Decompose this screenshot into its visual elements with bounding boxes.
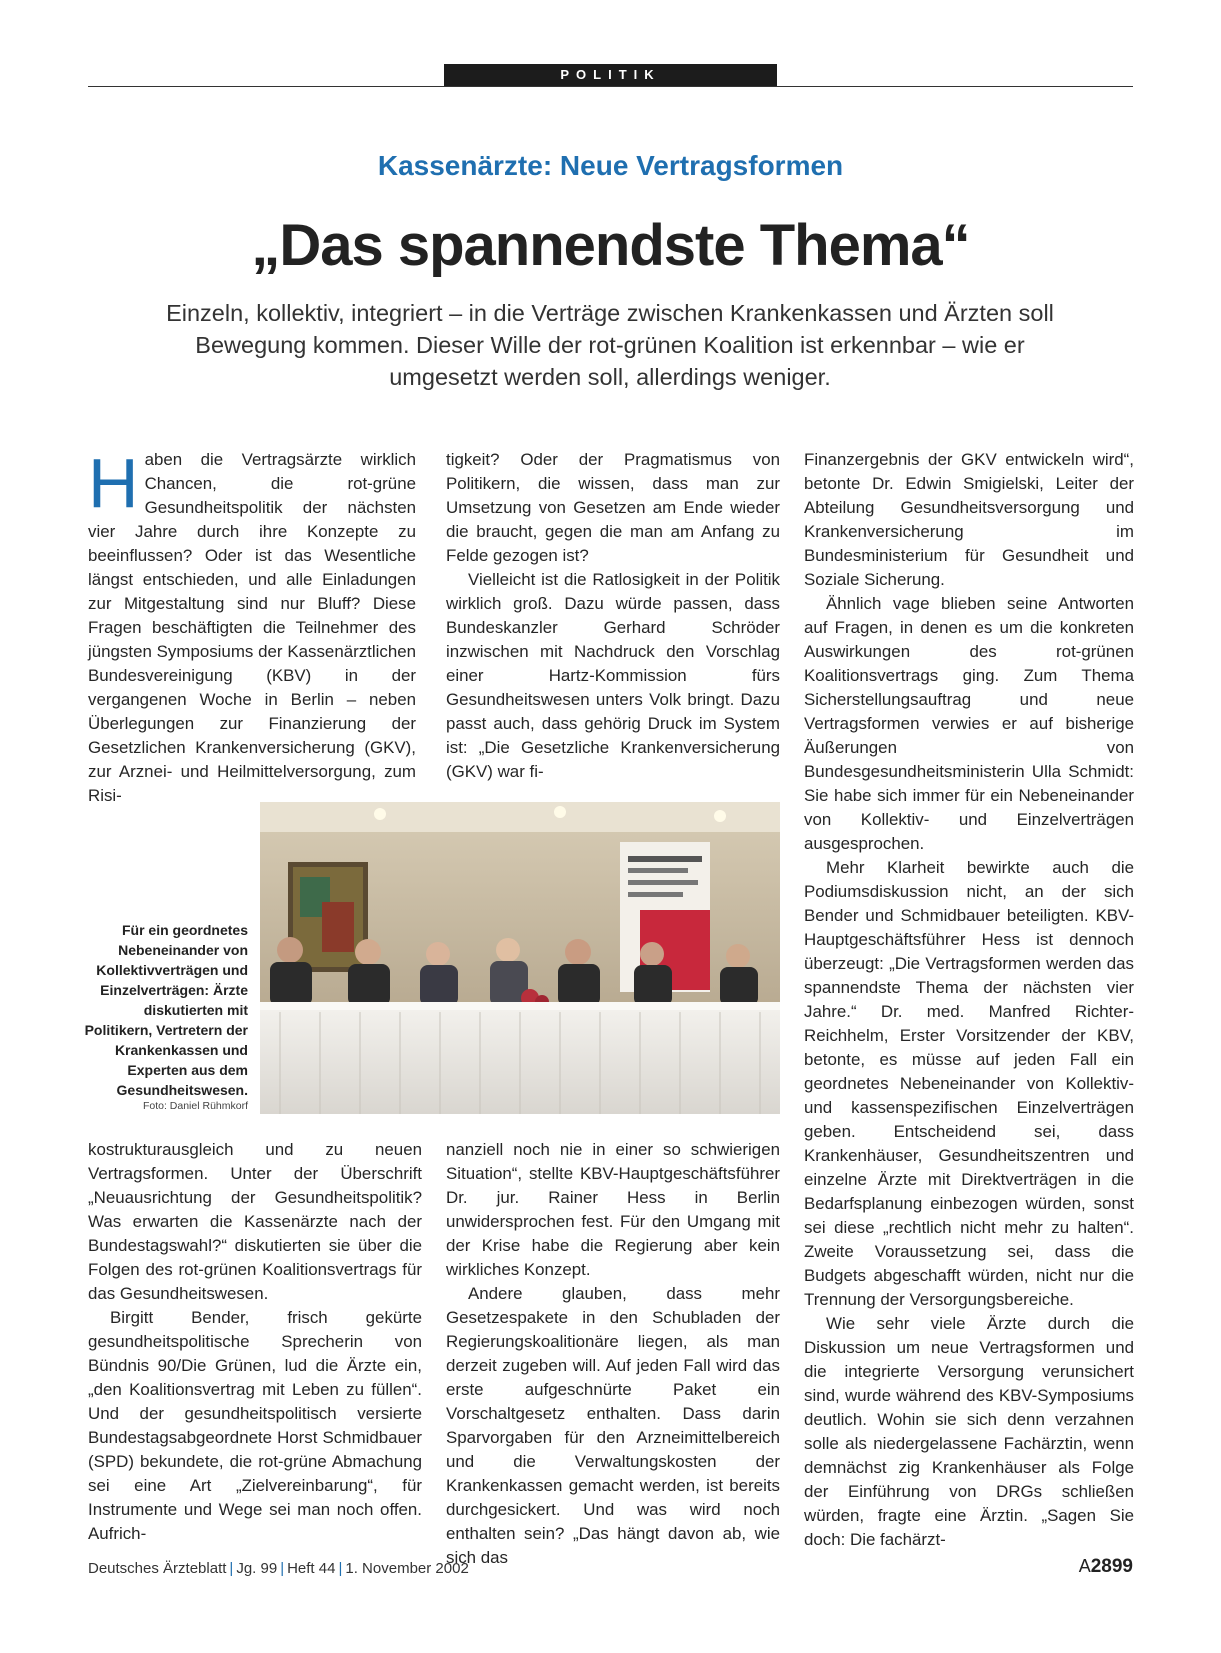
separator: | — [338, 1560, 343, 1577]
paragraph: nanziell noch nie in einer so schwierigen Situation“, stellte KBV-Hauptgeschäftsführer Dr. jur. Rainer Hess in Berlin unwidersprochen fest. Für den Umgang mit der Krise habe die Regierung aber kein wirkliches Konzept. — [446, 1140, 780, 1279]
issue-date: 1. November 2002 — [345, 1560, 469, 1577]
paragraph: Andere glauben, dass mehr Gesetzespakete in den Schubladen der Regierungskoalitionäre liegen, als man derzeit zugeben will. Auf jeden Fall wird das erste aufgeschnürte Paket ein Vorschaltgesetz enthalten. Dass darin Sparvorgaben für den Arzneimittelbereich und die Verwaltungskosten der Krankenkassen gemacht werden, ist bereits durchgesickert. Und was wird noch enthalten sein? „Das hängt davon ab, wie sich das — [446, 1284, 780, 1567]
paragraph: aben die Vertragsärzte wirklich Chancen, die rot-grüne Gesundheitspolitik der nächsten vier Jahre durch ihre Konzepte zu beeinflussen? Oder ist das Wesentliche längst entschieden, und alle Einladungen zur Mitgestaltung sind nur Bluff? Diese Fragen beschäftigten die Teilnehmer des jüngsten Symposiums der Kassenärztlichen Bundesvereinigung (KBV) in der vergangenen Woche in Berlin – neben Überlegungen zur Finanzierung der Gesetzlichen Krankenversicherung (GKV), zur Arznei- und Heilmittelversorgung, zum Risi- — [88, 450, 416, 805]
footer — [88, 1560, 469, 1577]
separator: | — [229, 1560, 234, 1577]
article-headline: „Das spannendste Thema“ — [251, 213, 970, 278]
section-label: POLITIK — [444, 64, 777, 86]
journal-name: Deutsches Ärzteblatt — [88, 1560, 227, 1577]
paragraph: tigkeit? Oder der Pragmatismus von Politikern, die wissen, dass man zur Umsetzung von Gesetzen am Ende wieder die braucht, gegen die man am Anfang zu Felde gezogen ist? — [446, 450, 780, 565]
page-prefix: A — [1078, 1556, 1091, 1576]
paragraph: Wie sehr viele Ärzte durch die Diskussion um neue Vertragsformen und die integrierte Versorgung verunsichert sind, wurde während des KBV-Symposiums deutlich. Wohin sie sich denn verzahnen solle als niedergelassene Fachärztin, wenn demnächst zig Krankenhäuser als Folge der Einführung von DRGs schließen würden, fragte eine Ärztin. „Sagen Sie doch: Die fachärzt- — [804, 1314, 1134, 1549]
article-lead: Einzeln, kollektiv, integriert – in die Verträge zwischen Krankenkassen und Ärzten soll Bewegung kommen. Dieser Wille der rot-grünen Koalition ist erkennbar – wie er umgesetzt werden soll, allerdings weniger. — [166, 300, 1054, 390]
article-kicker: Kassenärzte: Neue Vertragsformen — [377, 150, 844, 181]
drop-cap: H — [88, 444, 139, 522]
paragraph: Mehr Klarheit bewirkte auch die Podiumsdiskussion nicht, an der sich Bender und Schmidbauer beteiligten. KBV-Hauptgeschäftsführer Hess ist dennoch überzeugt: „Die Vertragsformen werden das spannendste Thema der nächsten vier Jahre.“ Dr. med. Manfred Richter-Reichhelm, Erster Vorsitzender der KBV, betonte, es müsse auf jeden Fall ein geordnetes Nebeneinander von Kollektiv- und kassenspezifischen Einzelverträgen geben. Entscheidend sei, dass Krankenhäuser, Gesundheitszentren und einzelne Ärzte mit Direktverträgen in die Bedarfsplanung einbezogen würden, sonst sei diese „rechtlich nicht mehr zu halten“. Zweite Voraussetzung sei, dass die Budgets abgeschafft würden, nicht nur die Trennung der Versorgungsbereiche. — [804, 858, 1134, 1309]
volume: Jg. 99 — [236, 1560, 278, 1577]
issue: Heft 44 — [287, 1560, 336, 1577]
photo-credit: Foto: Daniel Rühmkorf — [142, 1100, 248, 1112]
column-2-bottom — [446, 1138, 780, 1570]
page-number — [1079, 1556, 1133, 1578]
column-2-top — [446, 448, 780, 784]
column-1-bottom — [88, 1138, 422, 1546]
paragraph: Finanzergebnis der GKV entwickeln wird“, betonte Dr. Edwin Smigielski, Leiter der Abteilung Gesundheitsversorgung und Krankenversicherung im Bundesministerium für Gesundheit und Soziale Sicherung. — [804, 450, 1134, 589]
conference-photo — [260, 802, 780, 1114]
header-rule — [88, 86, 1133, 87]
page-number-value: 2899 — [1090, 1556, 1133, 1577]
paragraph: Vielleicht ist die Ratlosigkeit in der Politik wirklich groß. Dazu würde passen, dass Bundeskanzler Gerhard Schröder inzwischen mit Nachdruck den Vorschlag einer Hartz-Kommission fürs Gesundheitswesen unters Volk bringt. Dazu passt auch, dass gehörig Druck im System ist: „Die Gesetzliche Krankenversicherung (GKV) war fi- — [446, 570, 780, 781]
paragraph: Ähnlich vage blieben seine Antworten auf Fragen, in denen es um die konkreten Auswirkungen des rot-grünen Koalitionsvertrags ging. Zum Thema Sicherstellungsauftrag und neue Vertragsformen verwies er auf bisherige Äußerungen von Bundesgesundheitsministerin Ulla Schmidt: Sie habe sich immer für ein Nebeneinander von Kollektiv- und Einzelverträgen ausgesprochen. — [804, 594, 1134, 853]
paragraph: Birgitt Bender, frisch gekürte gesundheitspolitische Sprecherin von Bündnis 90/Die Grünen, lud die Ärzte ein, „den Koalitionsvertrag mit Leben zu füllen“. Und der gesundheitspolitisch versierte Bundestagsabgeordnete Horst Schmidbauer (SPD) bekundete, die rot-grüne Abmachung sei eine Art „Zielvereinbarung“, für Instrumente und Wege sei man noch offen. Aufrich- — [88, 1308, 422, 1543]
separator: | — [280, 1560, 285, 1577]
column-1-top — [88, 444, 416, 808]
photo-caption: Für ein geordnetes Nebeneinander von Kollektivverträgen und Einzelverträgen: Ärzte diskutierten mit Politikern, Vertretern der Krankenkassen und Experten aus dem Gesundheitswesen. — [84, 922, 248, 1098]
paragraph: kostrukturausgleich und zu neuen Vertragsformen. Unter der Überschrift „Neuausrichtung der Gesundheitspolitik? Was erwarten die Kassenärzte nach der Bundestagswahl?“ diskutierten sie über die Folgen des rot-grünen Koalitionsvertrags für das Gesundheitswesen. — [88, 1140, 422, 1303]
column-3 — [804, 448, 1134, 1552]
